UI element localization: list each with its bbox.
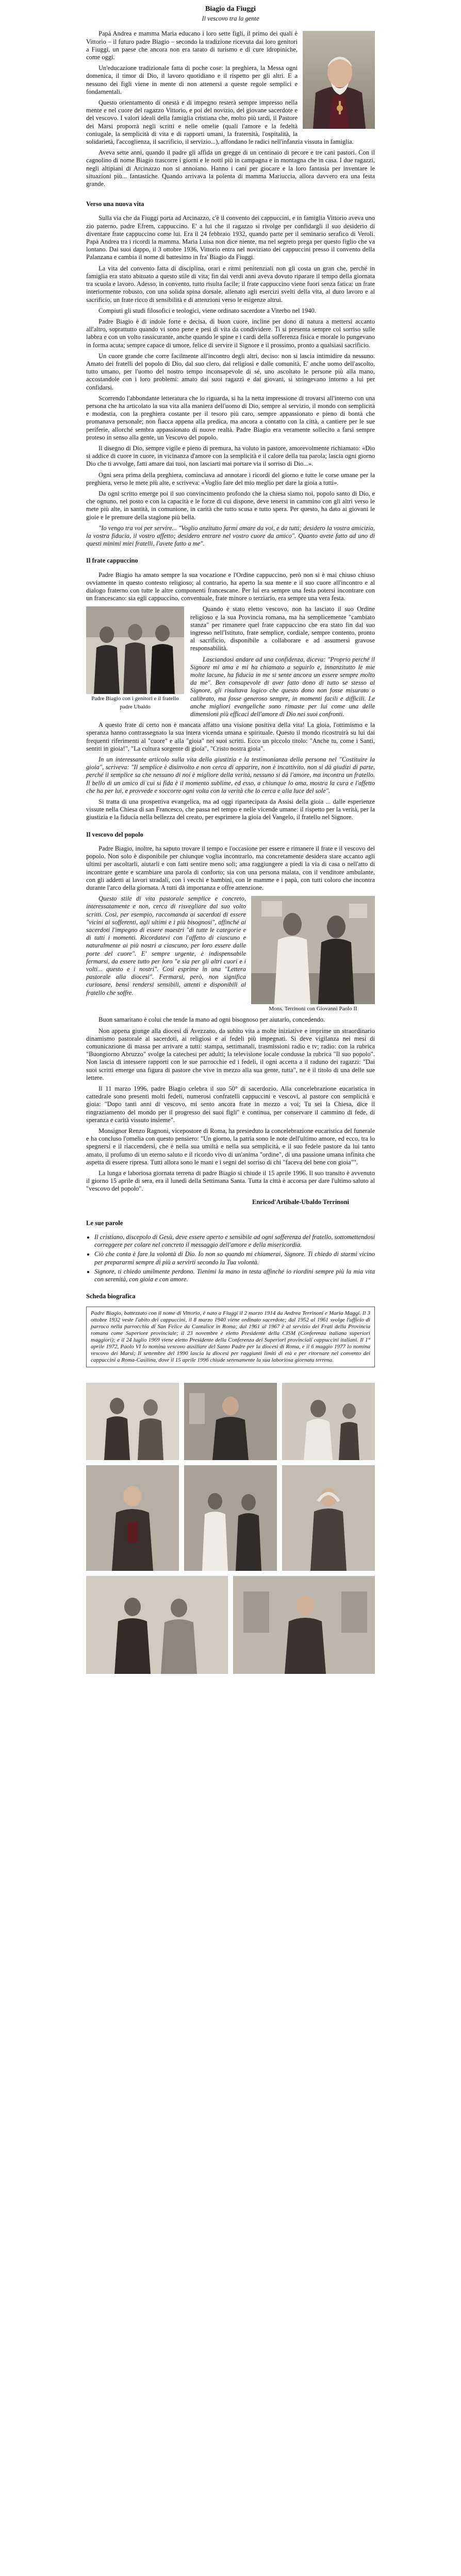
vocation-paragraph-7: Il disegno di Dio, sempre vigile e pieno di premura, ha voluto in pastore, amorevolmente richiamato: «Dio si addice di cuore in cuore, in vicinanza d'amore con la semplicità e il calore della tua parola; lascia ogni giorno Dio che ti avvolge, fatti amare dai tuoi, non lasciarti mai portare via il sorriso di Dio...». [86, 444, 375, 468]
gallery-photo [282, 1465, 375, 1571]
section-heading-bio: Scheda biografica [86, 1293, 136, 1300]
bishop-paragraph-4: Non appena giunge alla diocesi di Avezzano, da subito vita a molte iniziative e imprime un straordinario dinamismo pastorale al sacerdoti, ai religiosi e ai fedeli più impegnati. Si deve vigilanza nei mesi di comunicazione di massa per arrivare a tutti: stampa, settimanali, trasmissioni radio e tv; radio: con la rubrica "Buongiorno Abruzzo" svolge la catechesi per adulti; la televisione locale condusse la rubrica "Il suo popolo". Non lascia di intessere rapporti con le sue parrocchie ed i fedeli, il ogni accetta a il raduno dei ragazzi: "Dai suoi scritti emerge una figura di pastore che vive in mezzo alla sua gente, tutta", ne è il titolo di una delle sue lettere. [86, 1027, 375, 1081]
section-heading-bishop: Il vescovo del popolo [86, 831, 143, 838]
photo-gallery-row-1 [86, 1383, 375, 1460]
family-photo [86, 606, 184, 694]
vocation-paragraph-6: Scorrendo l'abbondante letteratura che lo riguarda, si ha la netta impressione di trovarsi all'interno con una persona che ha articolato la sua vita alla maniera dell'uomo di Dio, sempre al servizio, il mondo con semplicità e modestia, con la preghiera costante per il tesoro più caro, sempre appassionato e pieno di bontà che promanava personale; non fiacca appena alla predica, ma ancora a contatto con la città, a cantiere per le sue periferie, allorché sembra appassionato di nuove realtà. Padre Biagio era veramente sollecito a farsi sempre proteso in senso alla gente, un Vescovo del popolo. [86, 394, 375, 441]
section-heading-words: Le sue parole [86, 1219, 123, 1227]
pope-photo [251, 896, 375, 1004]
capuchin-paragraph-2: Quando è stato eletto vescovo, non ha lasciato il suo Ordine religioso e la sua Provincia romana, ma ha semplicemente "cambiato stanza" per rimanere quel frate cappuccino che era stato fin dal suo ingresso nell'Istituto, frate semplice, cordiale, sempre contento, pronto al sacrificio, disponibile a collaborare e ad assumersi gravose responsabilità. [190, 605, 375, 652]
intro-paragraph-2: Un'educazione tradizionale fatta di poche cose: la preghiera, la Messa ogni domenica, il timor di Dio, il lavoro quotidiano e il rispetto per gli altri. E a nessuno dei figli viene in mente di non attenersi a queste regole semplici e fondamentali. [86, 64, 298, 95]
section-heading-vocation: Verso una nuova vita [86, 200, 144, 208]
capuchin-paragraph-1: Padre Biagio ha amato sempre la sua vocazione e l'Ordine cappuccino, però non si è mai chiuso chiuso ovviamente in questo contesto religioso; al contrario, ha aperto la sua mente e il suo cuore all'incontro e al dialogo fraterno con tutte le altre componenti francescane. Per lui era sempre una festa potersi incontrare con un francescano: sia egli cappuccino, conventuale, frate minore o terziario, era sempre una vera festa. [86, 571, 375, 602]
vocation-paragraph-5: Un cuore grande che corre facilmente all'incontro degli altri, deciso: non si lascia intimidire da nessuno. Amato dei fratelli del popolo di Dio, dal suo clero, dai religiosi e dalle comunità, E' anche uomo dell'ascolto, tutto umano, per l'uomo del nostro tempo inconsapevole di sé, uno ascoltato le persone più alla mano, accostandole con i loro problemi: amato dai suoi ragazzi e dai giovani, si stringevano intorno a lui per confidarsi. [86, 352, 375, 391]
page-title: Biagio da Fiuggi [205, 5, 256, 13]
vocation-quote: "Io vengo tra voi per servire... "Voglio anzitutto farmi amare da voi, e da tutti; desidero la vostra amicizia, la vostra fiducia, il vostro affetto; desidero entrare nel vostro cuore da amico". Quanto avete fatto ad uno di questi minimi miei fratelli, l'avete fatto a me". [86, 524, 375, 548]
gallery-photo [86, 1465, 179, 1571]
bio-text: Padre Biagio, battezzato con il nome di Vittorio, è nato a Fiuggi il 2 marzo 1914 da Andrea Terrinoni e Maria Maggi. Il 3 ottobre 1932 veste l'abito dei cappuccini, il 8 marzo 1940 viene ordinato sacerdote; dal 1952 al 1961 svolge l'ufficio di parroco nella parrocchia di San Felice da Cantalice in Roma; dal 1961 al 1967 è al servizio dei Frati della Provincia romana come Superiore provinciale; il 23 novembre è eletto Presidente della CISM (Conferenza italiana superiori maggiori); e il 24 luglio 1969 viene eletto Presidente della Conferenza dei Superiori provinciali cappuccini italiani. Il 1° aprile 1972, Paolo VI lo nomina vescovo ausiliare del Santo Padre per la diocesi di Roma, e il 6 maggio 1977 lo nomina vescovo dei Marsi; Il settembre del 1990 lascia la diocesi per raggiunti limiti di età e per ritornare nel convento dei cappuccini a Roma-Casilina, dove il 15 aprile 1996 chiude serenamente la sua laboriosa giornata terrena. [91, 1310, 370, 1364]
family-photo-image [86, 606, 184, 694]
gallery-photo-image [86, 1383, 179, 1460]
photo-gallery-row-2 [86, 1465, 375, 1571]
bishop-paragraph-3: Buon samaritano è colui che tende la mano ad ogni bisognoso per aiutarlo, concedendo. [98, 1016, 325, 1024]
list-item: • Il cristiano, discepolo di Gesù, deve essere aperto e sensibile ad ogni sofferenza del fratello, sottomettendosi correggere per colare nel concreto il messaggio dell'amore e della misericordia. [94, 1233, 375, 1249]
pope-photo-image [251, 896, 375, 1004]
gallery-photo-image [282, 1383, 375, 1460]
family-photo-caption: Padre Biagio con i genitori e il fratello padre Ubaldo [91, 696, 179, 710]
gallery-photo [233, 1576, 375, 1674]
gallery-photo-image [233, 1576, 375, 1674]
gallery-photo [86, 1383, 179, 1460]
gallery-photo-image [86, 1465, 179, 1571]
bishop-paragraph-6: Monsignor Renzo Ragnoni, vicepostore di Roma, ha presieduto la concelebrazione eucaristica del funerale e ha concluso l'omelia con questo pensiero: "Un giorno, la patria sono le note dell'ultimo amore, ed ecco, tra lo spegnersi e il riaccendersi, che è nella sua umiltà e nella sua semplicità, e il suo fedele pastore da lui tanto amato, il profumo di un eterno saluto e il ricordo vivo di un'anima "ordine", di una passione umana infinita che aspetta di essere ripresa. Tutti allora sono le mani e i segni del sorriso di chi "faceva del bene con gioia"". [86, 1127, 375, 1166]
intro-paragraph-1: Papà Andrea e mamma Maria educano i loro sette figli, il primo dei quali è Vittorio – il futuro padre Biagio – secondo la tradizione ricevuta dai loro genitori a Fiuggi, un paese che ancora non era tarato di turismo e di cure idropiniche, come oggi. [86, 30, 298, 61]
gallery-photo [86, 1576, 228, 1674]
gallery-photo-image [282, 1465, 375, 1571]
bishop-portrait-image [303, 31, 375, 129]
section-heading-capuchin: Il frate cappuccino [86, 557, 138, 565]
list-item: • Signore, ti chiedo umilmente perdono. Tienimi la mano in testa affinché io riordini sempre più la mia vita con serenità, con gioia e con amore. [94, 1268, 375, 1283]
capuchin-paragraph-6: Si tratta di una prospettiva evangelica, ma ad oggi ripartecipata da Assisi della gioia ... dalle esperienze vissute nella Chiesa di san Francesco, che passa nel tempo e nelle vicende umane: il rispetto per la verità, per la giustizia e la fiducia nella bellezza del creato, per esprimere la gioia del Vangelo, il fratello nel Signore. [86, 798, 375, 821]
vocation-paragraph-2: La vita del convento fatta di disciplina, orari e ritmi penitenziali non gli costa un gran che, perché in famiglia era stato abituato a questo stile di vita; fin dai verdi anni aveva dovuto riparare il tempo della giornata tra scuola e lavoro. Adesso, in convento, tutto risulta facile; il frate cappuccino viene fuori senza fatica: un frate interiormente robusto, con una solida spina dorsale, allenato agli esercizi svelti della vita, al duro lavoro e al sacrificio, un frate ricco di sensibilità e di attenzioni verso le esigenze altrui. [86, 264, 375, 303]
capuchin-paragraph-4: A questo frate di certo non è mancata affatto una visione positiva della vita! La gioia, l'ottimismo e la speranza hanno contrassegnato la sua intera vicenda umana e spirituale. Questo il mondo ricostruirà su lui dai frequenti riferimenti al "cuore" e alla "gioia" nei suoi scritti. Ecco un piccolo titolo: "Anche tu, come i Santi, sentiti in gioia!", "La cultura sorgente di gioia", "Cristo nostra gioia". [86, 721, 375, 752]
vocation-paragraph-3: Compiuti gli studi filosofici e teologici, viene ordinato sacerdote a Viterbo nel 1940. [98, 307, 316, 314]
gallery-photo-image [184, 1465, 277, 1571]
bishop-paragraph-5: Il 11 marzo 1996, padre Biagio celebra il suo 50° di sacerdozio. Alla concelebrazione eucaristica in cattedrale sono presenti molti fedeli, numerosi confratelli cappuccini e vescovi, al pastore con semplicità e gioia: "Dopo tanti anni di vescovo, mi sento ancora frate in mezzo a voi; Tu sei la Chiesa, dice il ringraziamento del mondo per il progresso dei suoi figli" e continua, per conservare il cammino di fede, di speranza e carità vissuto insieme". [86, 1084, 375, 1124]
pope-photo-figure [251, 896, 375, 1013]
gallery-photo [184, 1465, 277, 1571]
words-list [86, 1233, 375, 1283]
intro-paragraph-3: Questo orientamento di onestà e di impegno resterà sempre impresso nella mente e nel cuore del ragazzo Vittorio, e poi del novizio, del giovane sacerdote e del vescovo. I valori ideali della famiglia cristiana che, molto più tardi, il Pastore dei Marsi proporrà negli scritti e nelle omelie (quali l'amore e la fedeltà coniugale, la semplicità di vita e di rapporti umani, la fraternità, l'ospitalità, la solidarietà, l'accoglienza, il sacrificio, il servizio...), affondano le radici nell'infanzia vissuta in famiglia. [86, 99, 354, 146]
list-item: • Ciò che conta è fare la volontà di Dio. Io non so quando mi chiamerai, Signore. Ti chiedo di starmi vicino per prepararmi sempre di più a servirti secondo la Tua volontà. [94, 1250, 375, 1266]
vocation-paragraph-9: Da ogni scritto emerge poi il suo convincimento profondo che la chiesa siamo noi, popolo santo di Dio, e che ognuno, nel posto e con la capacità e le forze di cui dispone, deve tenersi in cammino con gli altri verso le mete più alte, in santità, in comunione, in carità che tutto scusa e tutto spera. Per questo, ha dato ai giovani le gioie e le premure della stagione più bella. [86, 489, 375, 521]
capuchin-paragraph-5: In un interessante articolo sulla vita della giustizia e la testimonianza della persona nel "Costituire la gioia", scriveva: "Il semplice è disinvolto e non cerca di apparire, non è incattivito, non si dà giudizi di parte, perché il semplice sa che nessuno di noi è migliore della verità, nessuno si dà l'amore, ma incontra un fratello. Il bello di un amico di cui si fida è il momento sublime, ed esso, a chiunque lo ama, mostra la cura e l'affetto che ha per lui, e provvede e soccorre ogni volta con la verità che lo cerca e alla luce del sole". [86, 756, 375, 794]
vocation-paragraph-8: Ogni sera prima della preghiera, cominciava ad annotare i ricordi del giorno e tutte le corse umane per la preghiera, verso le mete più alte, e scriveva: «Voglio fare del mio meglio per dare la gioia a tutti». [86, 471, 375, 486]
gallery-photo-image [86, 1576, 228, 1674]
gallery-photo-image [184, 1383, 277, 1460]
bishop-paragraph-1: Padre Biagio, inoltre, ha saputo trovare il tempo e l'occasione per essere e rimanere il frate e il vescovo del popolo. Non solo è disponibile per chiunque voglia incontrarlo, ma concretamente desidera stare accanto agli ultimi per ascoltarli, aiutarli e con fatti sentire meno soli; ama raggiungere a piedi la via di casa o nell'atto di incontrare gente e scambiare una parola di conforto; sia con una persona malata, con il venditore ambulante, con gli addetti ai lavori stradali, con i vecchi e bambini, con le mamme e i papà, con tutti coloro che incontra durante l'arco della giornata. A tutti dà importanza e offre attenzione. [86, 844, 375, 891]
vocation-paragraph-4: Padre Biagio è di indole forte e decisa, di buon cuore, incline per dono di natura a mettersi accanto all'altro, soprattutto quando vi sono pene e pesi di vita da condividere. Ti si presenta sempre col sorriso sulle labbra e con un volto rassicurante, anche quando le spine e i cardi della sofferenza fisica e morale lo pungevano in forma acuta; sempre capace di umore, felice di servire il Signore e il prossimo, pronto a qualsiasi sacrificio. [86, 317, 375, 349]
pope-photo-caption: Mons. Terrinoni con Giovanni Paolo II [269, 1006, 357, 1012]
bishop-paragraph-2: Questo stile di vita pastorale semplice e concreto, interessatamente e non, cerca di risvegliare dal suo volto scritti. Così, per esempio, raccomanda ai sacerdoti di essere "vicini ai sofferenti, agli ultimi e i più bisognosi", affinché ai sacerdoti l'impegno di essere maestri "di tutte le categorie e di tutti i momenti. Ricordatevi con l'affetto di ciascuno e naturalmente ai più nostri a ciascuno, per loro essere dalle porte del cuore". E' sempre urgente, è indispensabile fermarsi, da essere tutto per loro "e sia per gli altri cuori e i volti... questo e i nostri". Così esprime in una "Lettera pastorale alla diocesi". Fermarsi, però, non significa curiosare, bensì rendersi sensibili, attenti e disponibili al fratello che soffre. [86, 895, 246, 996]
capuchin-paragraph-3: Lasciandosi andare ad una confidenza, diceva: "Proprio perché il Signore mi ama e mi ha chiamato a seguirlo e, innanzitutto le mie molte lacune, ha fiducia in me si sente ancora un essere sempre molto da me". Ben consapevole di aver fatto dono di tutto se stesso al Signore, gli risultava logico che questo dono non fosse misurato o calibrato, ma fosse generoso sempre, in momenti facili e difficili. Le anche migliori evangeliche sono rimaste per lui come una delle dimensioni più efficaci dell'amore di Dio nei suoi confronti. [190, 655, 375, 718]
photo-gallery-row-3 [86, 1576, 375, 1674]
article [86, 0, 375, 1674]
bishop-paragraph-7: La lunga e laboriosa giornata terrena di padre Biagio si chiude il 15 aprile 1996. Il suo transito è avvenuto il giorno 15 aprile di sera, era il lunedì della Settimana Santa. Tutta la città è accorsa per dare l'ultimo saluto al "vescovo del popolo". [86, 1169, 375, 1193]
vocation-paragraph-1: Sulla via che da Fiuggi porta ad Arcinazzo, c'è il convento dei cappuccini, e in famiglia Vittorio aveva uno zio paterno, padre Efrem, cappuccino. E' a lui che il ragazzo si rivolge per confidargli il suo desiderio di diventare frate cappuccino come lui. Era il 24 febbraio 1932, quando parte per il seminario serafico di Veroli. Papà Andrea tra i ricordi la mamma. Maria Luisa non dice niente, ma nel segreto prega per questo figlio che va lontano. Dai suoi dappo, il 3 ottobre 1936, Vittorio entra nel noviziato dei cappuccini presso il convento della Palanzana e cambia il nome di battesimo in fra' Biagio da Fiuggi. [86, 214, 375, 261]
article-signature: Enricod'Artibale-Ubaldo Terrinoni [252, 1198, 349, 1206]
intro-paragraph-4: Aveva sette anni, quando il padre gli affida un gregge di un centinaio di pecore e tre cani pastori. Con il cagnolino di nome Biagio trascorre i giorni e le notti più in campagna e in montagna che in casa. I due ragazzi, negli altipiani di Arcinazzo non si annoiano. Hanno i cani per giocare e la loro fantasia per inventare le situazioni più... fantastiche. Quando arrivava la polenta di mamma Mariuccia, allora davvero era una festa grande. [86, 149, 375, 188]
page-subtitle: Il vescovo tra la gente [202, 15, 259, 23]
gallery-photo [282, 1383, 375, 1460]
bio-box [86, 1307, 375, 1367]
gallery-photo [184, 1383, 277, 1460]
portrait-photo [303, 31, 375, 129]
family-photo-figure [86, 606, 184, 710]
